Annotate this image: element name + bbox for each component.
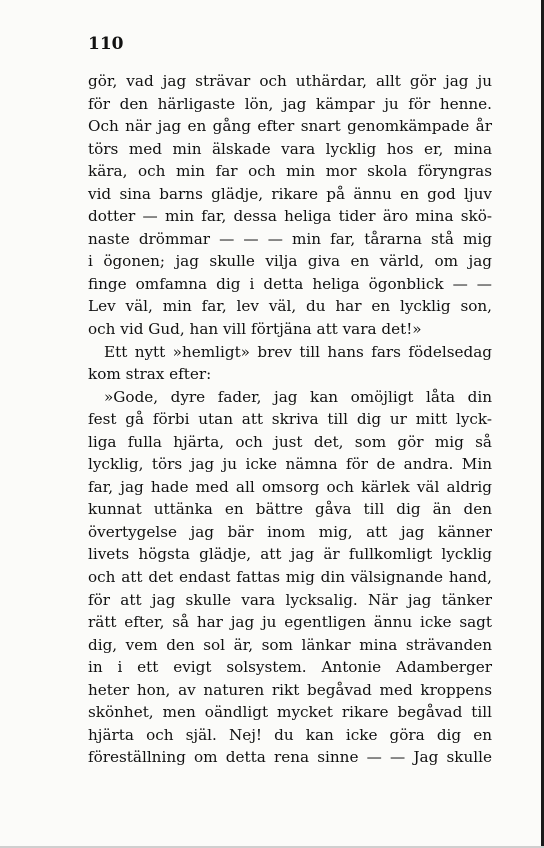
text-line: för den härligaste lön, jag kämpar ju för henne. — [88, 94, 492, 113]
text-line: dig, vem den sol är, som länkar mina strävanden — [88, 635, 492, 654]
text-line: föreställning om detta rena sinne — — Jag skulle — [88, 748, 492, 767]
text-line: vid sina barns glädje, rikare på ännu en god ljuv — [88, 184, 492, 203]
text-line: Lev väl, min far, lev väl, du har en lycklig son, — [88, 297, 492, 316]
page-number: 110 — [88, 34, 124, 54]
text-line: naste drömmar — — — min far, tårarna stå mig — [88, 229, 492, 248]
text-line: heter hon, av naturen rikt begåvad med kroppens — [88, 680, 492, 699]
text-line: i ögonen; jag skulle vilja giva en värld, om jag — [88, 252, 492, 271]
text-line: rätt efter, så har jag ju egentligen ännu icke sagt — [88, 613, 492, 632]
text-line-paragraph-end: och vid Gud, han vill förtjäna att vara det!» — [88, 320, 422, 339]
body-text — [88, 70, 492, 769]
text-line-paragraph-start: Ett nytt »hemligt» brev till hans fars födelsedag — [104, 342, 492, 361]
text-line: gör, vad jag strävar och uthärdar, allt gör jag ju — [88, 72, 492, 90]
text-line: hjärta och själ. Nej! du kan icke göra dig en — [88, 725, 492, 744]
text-line: skönhet, men oändligt mycket rikare begåvad till — [88, 703, 492, 722]
text-line: dotter — min far, dessa heliga tider äro mina skö- — [88, 207, 492, 226]
text-line: in i ett evigt solsystem. Antonie Adamberger — [88, 658, 492, 677]
text-line: finge omfamna dig i detta heliga ögonblick — — — [88, 274, 492, 293]
text-line: fest gå förbi utan att skriva till dig ur mitt lyck- — [88, 410, 492, 429]
text-line: övertygelse jag bär inom mig, att jag känner — [88, 522, 492, 541]
text-line-paragraph-end: kom strax efter: — [88, 365, 212, 384]
text-line: kära, och min far och min mor skola föryngras — [88, 162, 492, 181]
text-line: Och när jag en gång efter snart genomkämpade år — [88, 117, 492, 136]
text-line-paragraph-start: »Gode, dyre fader, jag kan omöjligt låta din — [104, 387, 492, 406]
text-line: för att jag skulle vara lycksalig. När jag tänker — [88, 590, 492, 609]
text-line: lycklig, törs jag ju icke nämna för de andra. Min — [88, 455, 492, 474]
text-line: törs med min älskade vara lycklig hos er, mina — [88, 139, 492, 158]
text-line: och att det endast fattas mig din välsignande hand, — [88, 568, 492, 587]
text-line: kunnat uttänka en bättre gåva till dig än den — [88, 500, 492, 519]
text-line: liga fulla hjärta, och just det, som gör mig så — [88, 432, 492, 451]
text-line: livets högsta glädje, att jag är fullkomligt lycklig — [88, 545, 492, 564]
text-line: far, jag hade med all omsorg och kärlek väl aldrig — [88, 477, 492, 496]
